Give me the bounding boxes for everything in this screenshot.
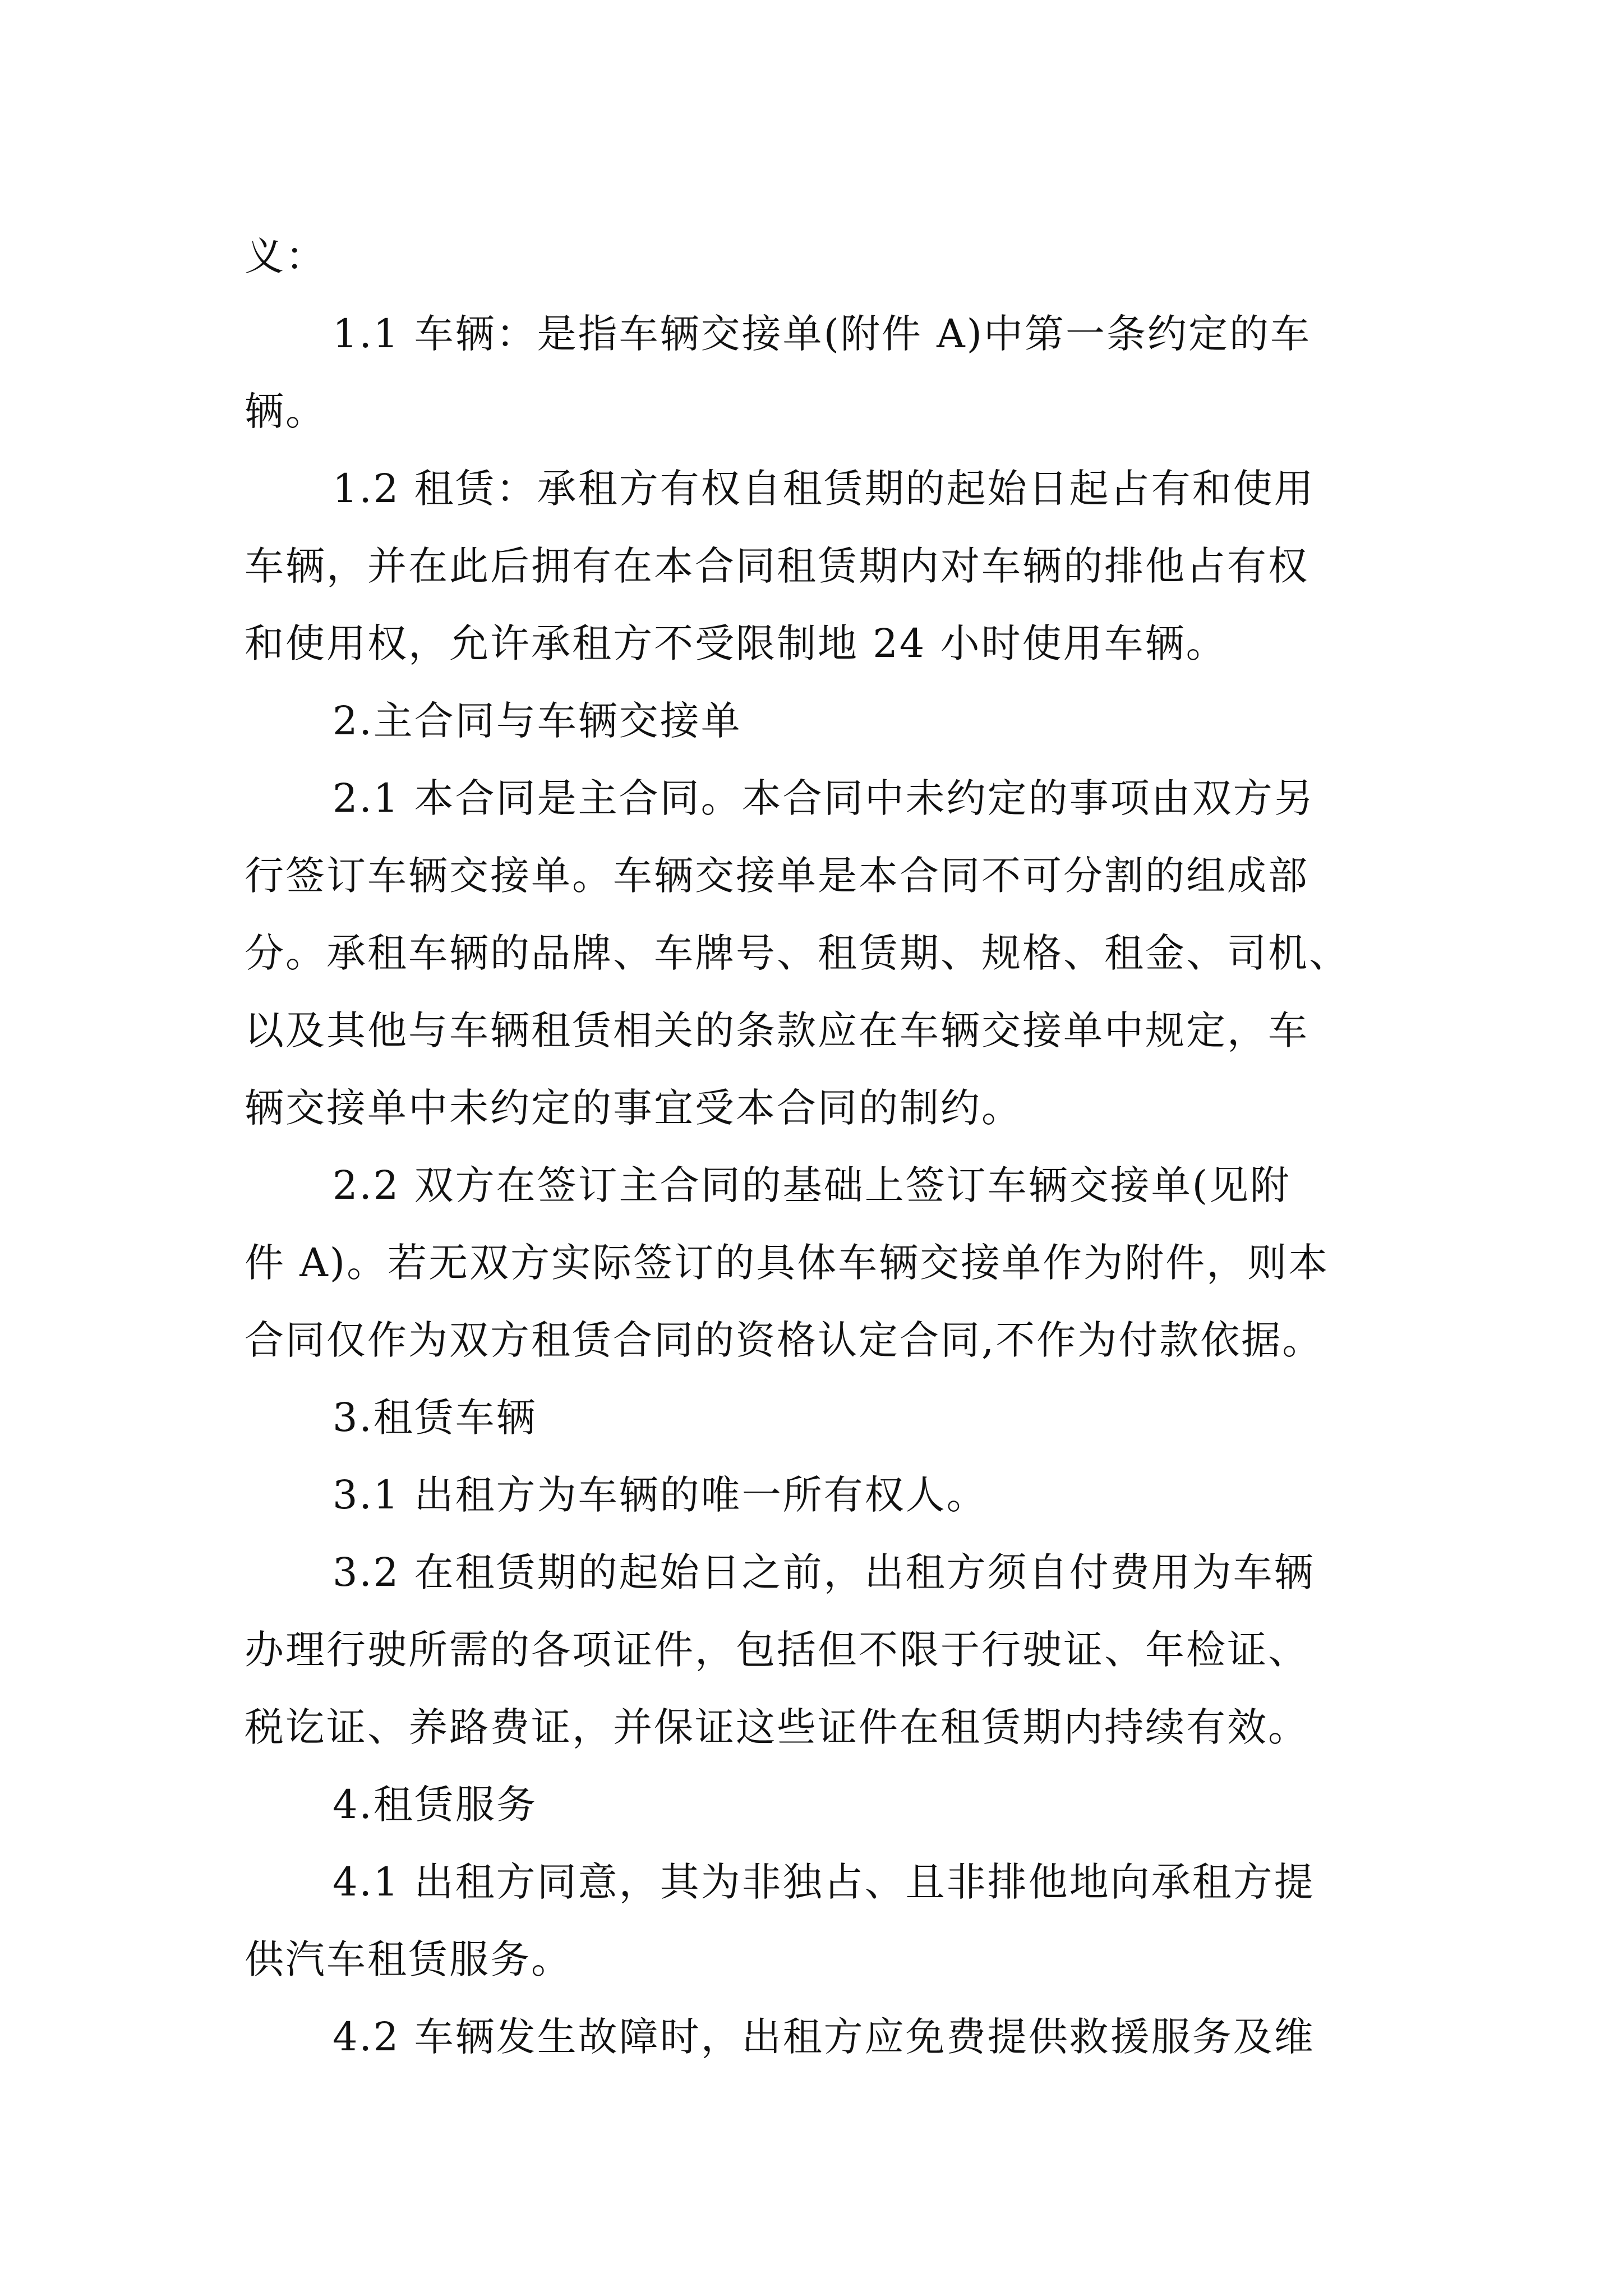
document-body bbox=[245, 218, 1389, 2076]
text-line: 辆。 bbox=[245, 388, 326, 434]
text-line: 义： bbox=[245, 233, 326, 279]
text-line: 供汽车租赁服务。 bbox=[245, 1936, 572, 1982]
text-line: 件 A)。若无双方实际签订的具体车辆交接单作为附件，则本 bbox=[245, 1240, 1330, 1286]
section-heading: 3.租赁车辆 bbox=[333, 1395, 537, 1441]
text-line: 3.2 在租赁期的起始日之前，出租方须自付费用为车辆 bbox=[333, 1549, 1315, 1595]
text-line: 以及其他与车辆租赁相关的条款应在车辆交接单中规定，车 bbox=[245, 1007, 1309, 1053]
text-line: 4.2 车辆发生故障时，出租方应免费提供救援服务及维 bbox=[333, 2014, 1315, 2060]
text-line: 3.1 出租方为车辆的唯一所有权人。 bbox=[333, 1472, 988, 1518]
text-line: 2.2 双方在签订主合同的基础上签订车辆交接单(见附 bbox=[333, 1162, 1291, 1208]
text-line: 和使用权，允许承租方不受限制地 24 小时使用车辆。 bbox=[245, 620, 1227, 666]
text-line: 分。承租车辆的品牌、车牌号、租赁期、规格、租金、司机、 bbox=[245, 930, 1350, 976]
text-line: 行签订车辆交接单。车辆交接单是本合同不可分割的组成部 bbox=[245, 853, 1309, 899]
text-line: 办理行驶所需的各项证件，包括但不限于行驶证、年检证、 bbox=[245, 1627, 1309, 1673]
text-line: 1.1 车辆：是指车辆交接单(附件 A)中第一条约定的车 bbox=[333, 311, 1311, 357]
text-line: 车辆，并在此后拥有在本合同租赁期内对车辆的排他占有权 bbox=[245, 543, 1309, 589]
text-line: 2.1 本合同是主合同。本合同中未约定的事项由双方另 bbox=[333, 775, 1315, 821]
text-line: 4.1 出租方同意，其为非独占、且非排他地向承租方提 bbox=[333, 1859, 1315, 1905]
section-heading: 2.主合同与车辆交接单 bbox=[333, 698, 742, 744]
text-line: 1.2 租赁：承租方有权自租赁期的起始日起占有和使用 bbox=[333, 466, 1315, 512]
text-line: 税讫证、养路费证，并保证这些证件在租赁期内持续有效。 bbox=[245, 1704, 1309, 1750]
section-heading: 4.租赁服务 bbox=[333, 1782, 537, 1828]
text-line: 辆交接单中未约定的事宜受本合同的制约。 bbox=[245, 1085, 1022, 1131]
text-line: 合同仅作为双方租赁合同的资格认定合同,不作为付款依据。 bbox=[245, 1317, 1324, 1363]
